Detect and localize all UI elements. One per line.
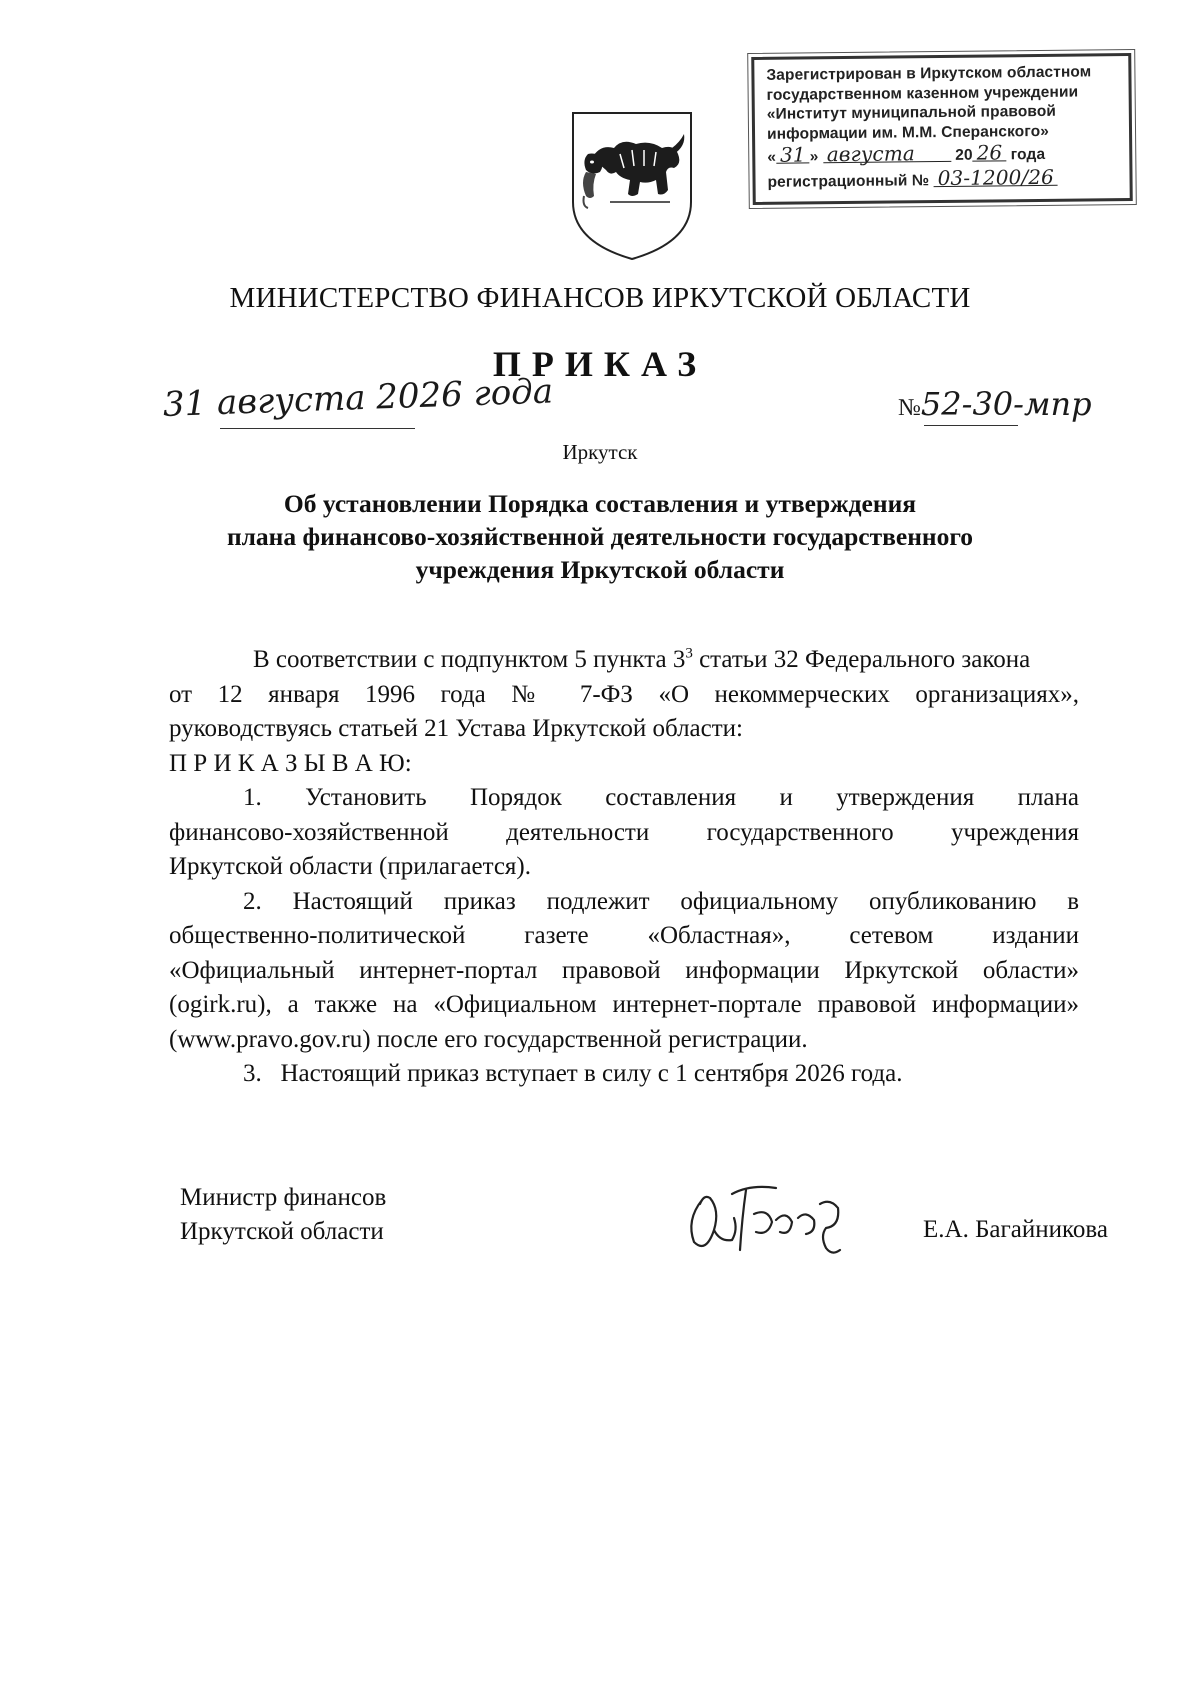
date-underline	[220, 428, 415, 429]
item-3-line: 3. Настоящий приказ вступает в силу с 1 сентября 2026 года.	[243, 1060, 903, 1087]
handwritten-signature	[680, 1170, 880, 1265]
intro-text: В соответствии с подпунктом 5 пункта 3	[253, 646, 686, 673]
stamp-line: «Институт муниципальной правовой	[766, 102, 1057, 123]
intro-text: статьи 32 Федерального закона	[692, 646, 1031, 673]
superscript: 3	[685, 645, 693, 662]
stamp-reg-label: регистрационный №	[767, 171, 930, 191]
signer-name: Е.А. Багайникова	[923, 1216, 1108, 1243]
title-line: плана финансово-хозяйственной деятельности государственного	[226, 522, 974, 551]
item-2-line: 2. Настоящий приказ подлежит официальному опубликованию в	[243, 887, 1079, 915]
item-1-line: 1. Установить Порядок составления и утверждения плана	[243, 784, 1079, 811]
item-2-line: (www.pravo.gov.ru) после его государственной регистрации.	[169, 1025, 808, 1053]
handwritten-number: 52-30-мпр	[920, 385, 1092, 423]
stamp-month: августа	[823, 145, 951, 163]
stamp-year-suffix: 26	[973, 144, 1007, 161]
registration-stamp	[751, 53, 1133, 205]
signer-position	[180, 1181, 386, 1249]
signer-position-line: Министр финансов	[180, 1184, 387, 1211]
number-underline	[924, 425, 1018, 426]
title-line: учреждения Иркутской области	[415, 555, 785, 584]
document-body	[169, 643, 1079, 1092]
stamp-year-word: года	[1010, 145, 1046, 164]
ministry-name: МИНИСТЕРСТВО ФИНАНСОВ ИРКУТСКОЙ ОБЛАСТИ	[229, 282, 971, 314]
stamp-line: государственном казенном учреждении	[766, 83, 1079, 104]
item-1-line: финансово-хозяйственной деятельности государственного учреждения	[169, 818, 1079, 846]
document-title	[180, 487, 1020, 586]
stamp-reg-row	[767, 164, 1121, 192]
document-type: ПРИКАЗ	[492, 344, 708, 384]
intro-line-3: руководствуясь статьей 21 Устава Иркутской области:	[169, 715, 743, 742]
item-2-line: (ogirk.ru), а также на «Официальном интернет-портале правовой информации»	[169, 991, 1079, 1018]
city: Иркутск	[562, 440, 638, 464]
stamp-line: Зарегистрирован в Иркутском областном	[766, 63, 1092, 84]
number-sign: №	[898, 395, 921, 421]
stamp-day: 31	[776, 146, 810, 163]
coat-of-arms-icon	[570, 110, 694, 262]
item-2-line: общественно-политической газете «Областная», сетевом издании	[169, 922, 1079, 949]
signer-position-line: Иркутской области	[180, 1218, 384, 1245]
stamp-year-prefix: 20	[955, 146, 973, 164]
stamp-line: информации им. М.М. Сперанского»	[766, 122, 1050, 143]
intro-line-1	[169, 643, 1079, 678]
item-1-line: Иркутской области (прилагается).	[169, 853, 531, 880]
stamp-reg-number: 03-1200/26	[934, 168, 1058, 186]
item-2-line: «Официальный интернет-портал правовой информации Иркутской области»	[169, 956, 1079, 984]
handwritten-date: 31 августа 2026 года	[162, 371, 554, 425]
stamp-date-row: « 31 » августа 20 26 года	[767, 140, 1046, 167]
order-word: П Р И К А З Ы В А Ю:	[169, 749, 412, 777]
title-line: Об установлении Порядка составления и утверждения	[283, 489, 917, 518]
intro-line-2: от 12 января 1996 года № 7-ФЗ «О некоммерческих организациях»,	[169, 680, 1079, 708]
document-number	[898, 385, 1092, 423]
